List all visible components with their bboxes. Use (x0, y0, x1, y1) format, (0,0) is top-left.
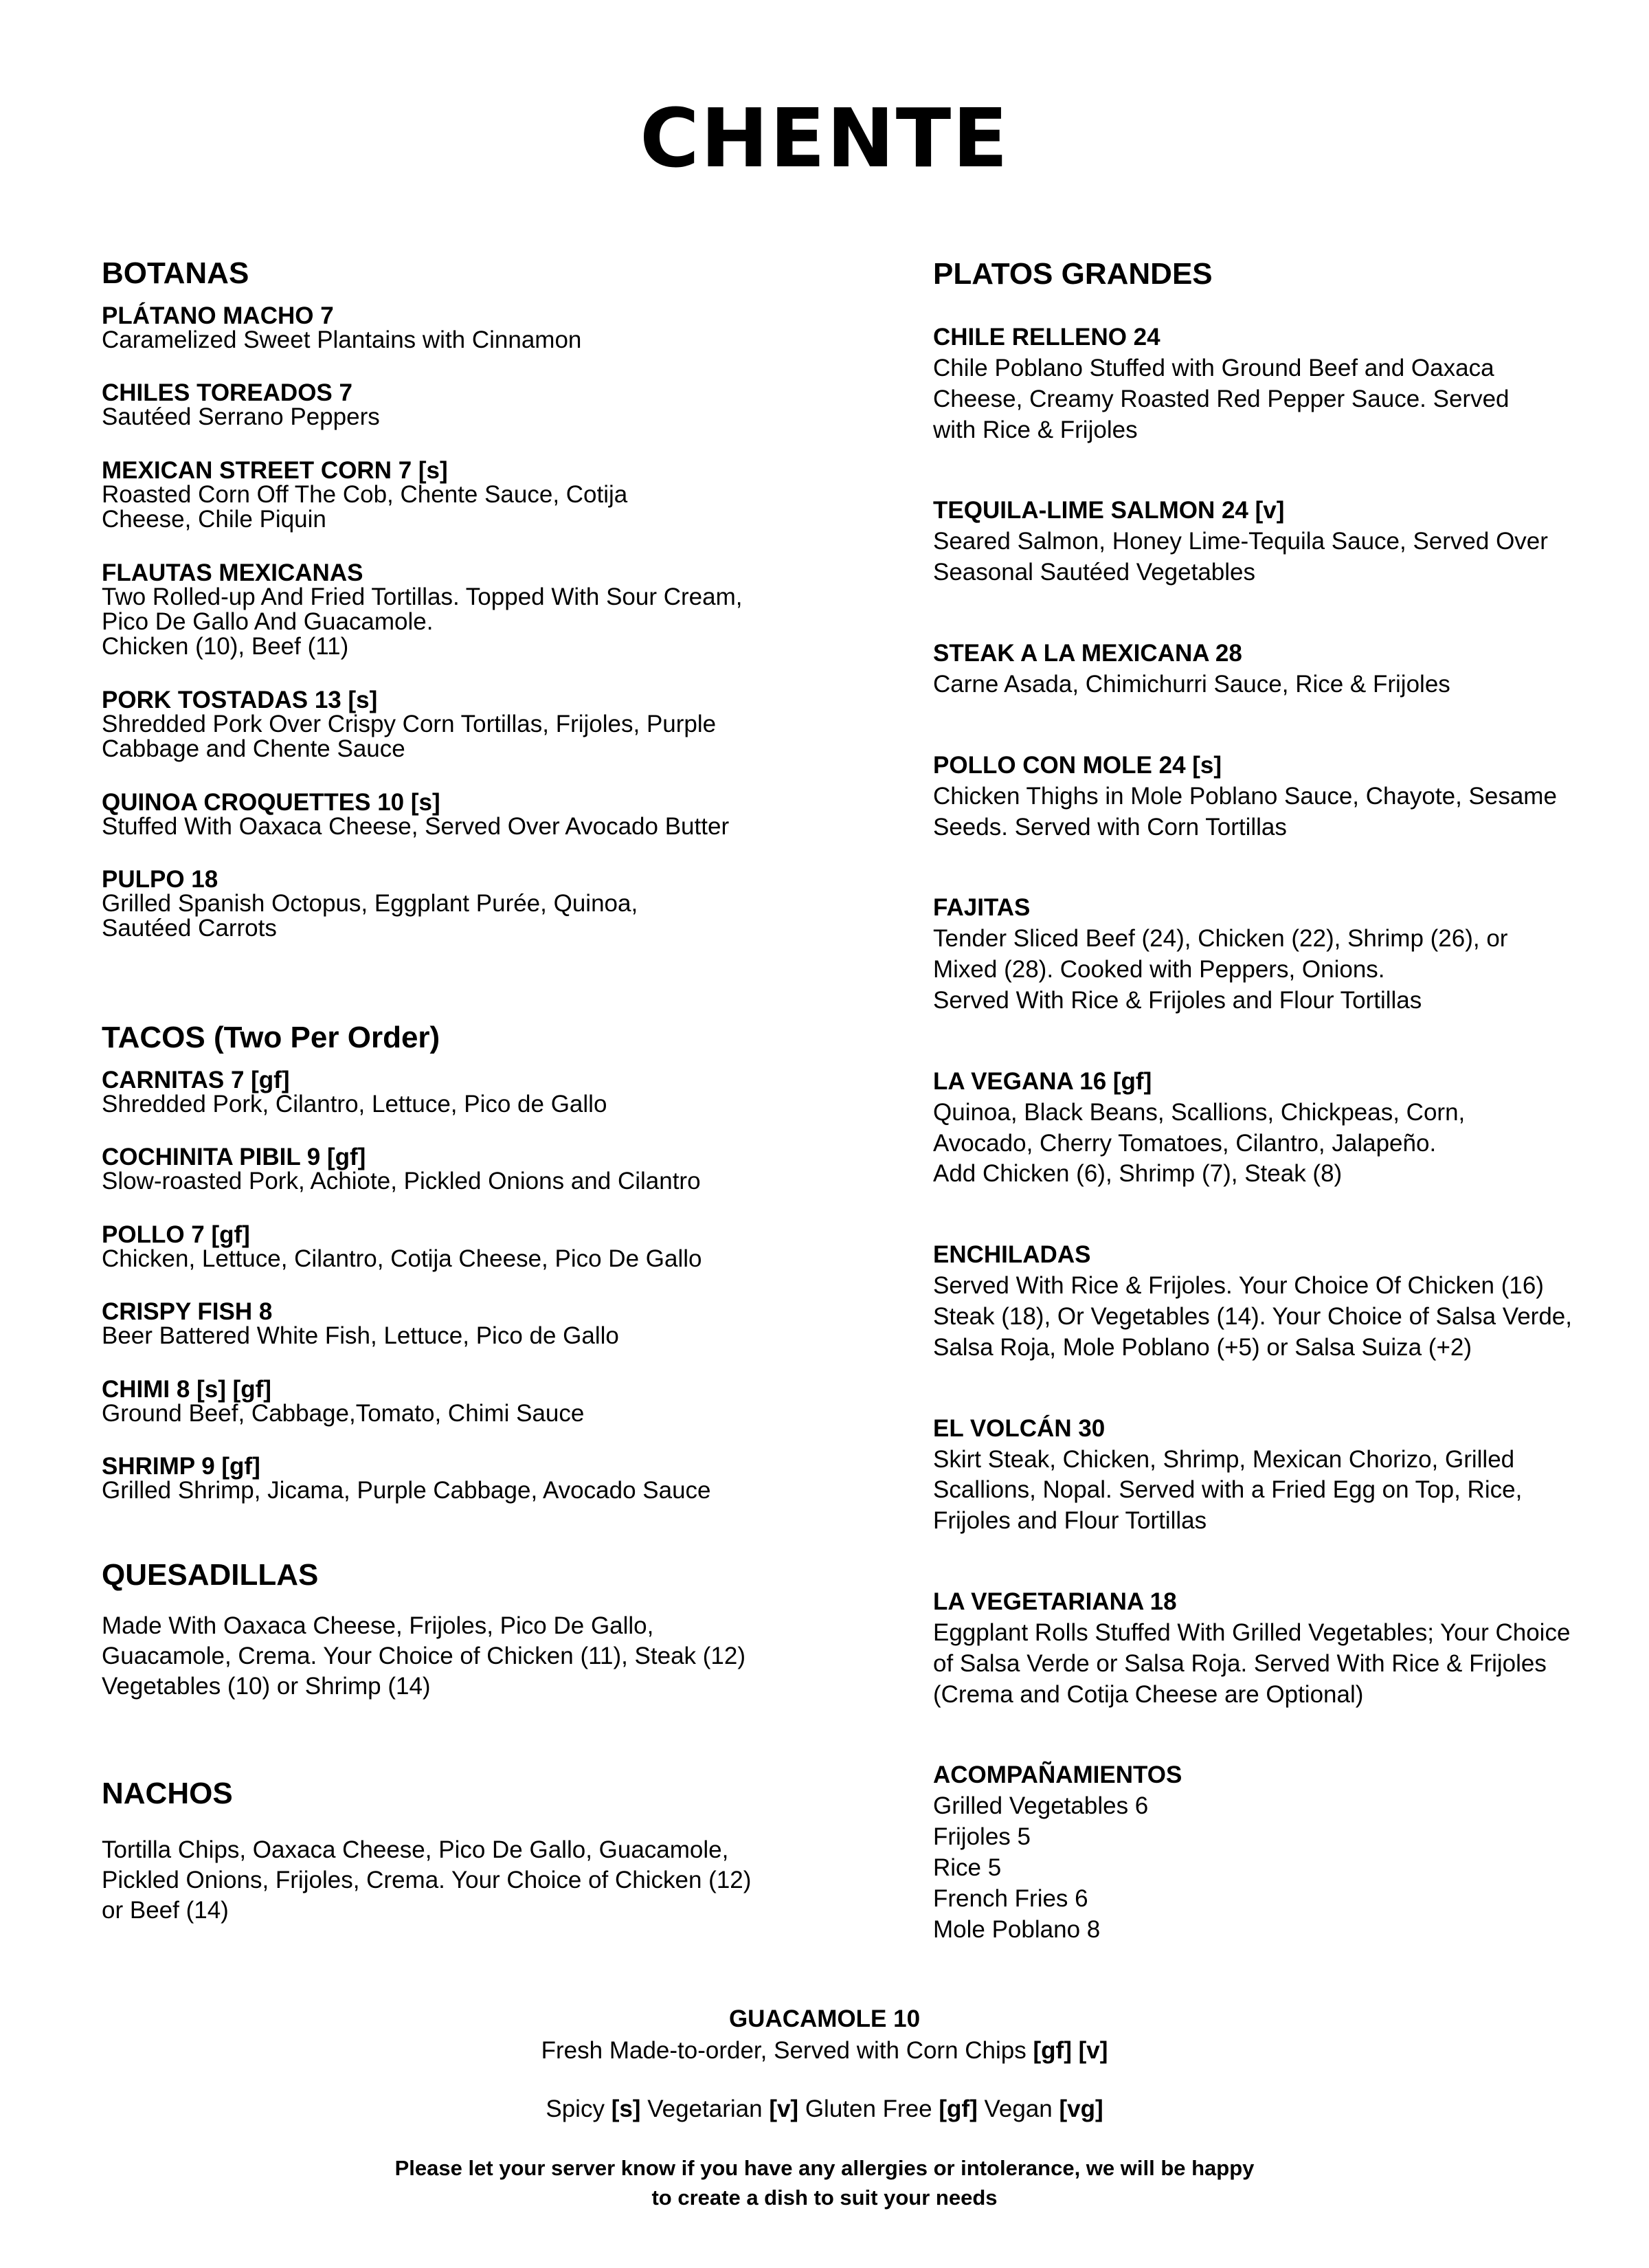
section-quesadillas (102, 1560, 851, 1701)
description-line: Salsa Roja, Mole Poblano (+5) or Salsa Suiza (+2) (933, 1333, 1472, 1361)
description-line: Tender Sliced Beef (24), Chicken (22), Shrimp (26), or (933, 925, 1508, 953)
description-line: Grilled Shrimp, Jicama, Purple Cabbage, Avocado Sauce (102, 1476, 711, 1504)
description-line: Skirt Steak, Chicken, Shrimp, Mexican Chorizo, Grilled (933, 1445, 1515, 1473)
menu-item-name: TEQUILA-LIME SALMON 24 [v] (933, 497, 1285, 524)
menu-item-name: ACOMPAÑAMIENTOS (933, 1761, 1182, 1789)
text-line: to create a dish to suit your needs (651, 2185, 998, 2210)
description-line: Steak (18), Or Vegetables (14). Your Choice of Salsa Verde, (933, 1302, 1572, 1330)
text-line: or Beef (14) (102, 1896, 229, 1924)
description-line: Caramelized Sweet Plantains with Cinnamon (102, 326, 582, 353)
legend-spicy-label: Spicy (546, 2095, 605, 2122)
menu-item (933, 896, 1627, 1016)
description-line: Roasted Corn Off The Cob, Chente Sauce, Cotija (102, 480, 628, 508)
guacamole-desc-text: Fresh Made-to-order, Served with Corn Chips (541, 2037, 1027, 2064)
description-line: Sautéed Serrano Peppers (102, 403, 380, 431)
legend-vegan-label: Vegan (984, 2095, 1053, 2122)
description-line: Frijoles and Flour Tortillas (933, 1507, 1207, 1535)
menu-item-description (933, 1791, 1627, 1945)
guacamole-name: GUACAMOLE 10 (728, 2005, 921, 2032)
description-line: Seasonal Sautéed Vegetables (933, 559, 1255, 586)
menu-item-description (933, 1618, 1627, 1710)
text-line: Pickled Onions, Frijoles, Crema. Your Choice of Chicken (12) (102, 1866, 752, 1893)
text-line: Please let your server know if you have any allergies or intolerance, we will be happy (394, 2155, 1255, 2180)
menu-item-description (933, 669, 1627, 700)
menu-item-name: COCHINITA PIBIL 9 [gf] (102, 1144, 366, 1171)
description-line: Seared Salmon, Honey Lime-Tequila Sauce, Served Over (933, 528, 1548, 555)
menu-item-name: CHIMI 8 [s] [gf] (102, 1375, 271, 1403)
menu-item (102, 688, 851, 762)
menu-item-name: PORK TOSTADAS 13 [s] (102, 686, 378, 713)
description-line: Stuffed With Oaxaca Cheese, Served Over Avocado Butter (102, 812, 730, 840)
menu-item (102, 561, 851, 660)
description-line: Slow-roasted Pork, Achiote, Pickled Onions and Cilantro (102, 1168, 701, 1195)
menu-item (102, 1377, 851, 1426)
description-line: Mixed (28). Cooked with Peppers, Onions. (933, 956, 1385, 983)
botanas-list (102, 304, 851, 942)
menu-item-description (102, 814, 851, 839)
menu-item-description (102, 328, 851, 353)
legend-gluten-free-tag: [gf] (939, 2095, 978, 2122)
menu-item (102, 1300, 851, 1348)
menu-item-description (102, 585, 851, 660)
menu-item-name: MEXICAN STREET CORN 7 [s] (102, 456, 448, 484)
menu-item-description (102, 1169, 851, 1194)
description-line: Chicken Thighs in Mole Poblano Sauce, Chayote, Sesame (933, 782, 1557, 810)
section-title: NACHOS (102, 1777, 233, 1810)
menu-item-description (933, 781, 1627, 843)
menu-item (933, 325, 1627, 445)
section-nachos (102, 1779, 851, 1925)
description-line: of Salsa Verde or Salsa Roja. Served With Rice & Frijoles (933, 1649, 1547, 1677)
menu-item (933, 498, 1627, 588)
menu-item-description (102, 1478, 851, 1503)
description-line: Carne Asada, Chimichurri Sauce, Rice & Frijoles (933, 670, 1450, 698)
description-line: Served With Rice & Frijoles and Flour Tortillas (933, 986, 1422, 1014)
menu-item (102, 1454, 851, 1503)
menu-item (102, 790, 851, 839)
menu-item-description (933, 1271, 1627, 1363)
text-line: Made With Oaxaca Cheese, Frijoles, Pico De Gallo, (102, 1612, 654, 1639)
menu-item (102, 1223, 851, 1271)
menu-item-description (102, 1092, 851, 1117)
menu-item (933, 753, 1627, 843)
description-line: Grilled Spanish Octopus, Eggplant Purée, Quinoa, (102, 889, 638, 917)
menu-item-name: FLAUTAS MEXICANAS (102, 559, 363, 586)
description-line: Eggplant Rolls Stuffed With Grilled Vegetables; Your Choice (933, 1619, 1571, 1646)
dietary-legend (0, 2094, 1649, 2124)
menu-item-description (102, 405, 851, 430)
menu-item-description (102, 1247, 851, 1271)
menu-item-description (102, 1401, 851, 1426)
description-line: Frijoles 5 (933, 1823, 1031, 1851)
menu-item-name: CHILE RELLENO 24 (933, 324, 1160, 351)
section-botanas (102, 258, 851, 970)
menu-item-name: CHILES TOREADOS 7 (102, 379, 352, 407)
menu-item (933, 1069, 1627, 1190)
menu-item-name: CRISPY FISH 8 (102, 1298, 273, 1326)
footer (0, 2007, 1649, 2212)
description-line: Cabbage and Chente Sauce (102, 735, 405, 763)
platos-list (933, 325, 1627, 1945)
menu-item-description (933, 1098, 1627, 1190)
description-line: Two Rolled-up And Fried Tortillas. Topped With Sour Cream, (102, 583, 743, 610)
legend-vegetarian-tag: [v] (769, 2095, 799, 2122)
description-line: Avocado, Cherry Tomatoes, Cilantro, Jalapeño. (933, 1129, 1437, 1157)
legend-vegetarian-label: Vegetarian (647, 2095, 763, 2122)
legend-spicy-tag: [s] (611, 2095, 641, 2122)
menu-item-name: EL VOLCÁN 30 (933, 1414, 1106, 1442)
menu-item-description (933, 1445, 1627, 1537)
menu-item-name: QUINOA CROQUETTES 10 [s] (102, 788, 440, 816)
menu-item-description (933, 924, 1627, 1016)
text-line: Vegetables (10) or Shrimp (14) (102, 1672, 431, 1700)
restaurant-logo: CHENTE (640, 91, 1009, 186)
menu-item-name: POLLO 7 [gf] (102, 1221, 250, 1248)
description-line: Scallions, Nopal. Served with a Fried Egg on Top, Rice, (933, 1476, 1523, 1504)
description-line: Chile Poblano Stuffed with Ground Beef and Oaxaca (933, 355, 1494, 381)
description-line: with Rice & Frijoles (933, 416, 1138, 443)
text-line: Tortilla Chips, Oaxaca Cheese, Pico De Gallo, Guacamole, (102, 1836, 729, 1863)
section-title: BOTANAS (102, 256, 249, 290)
section-tacos (102, 1023, 851, 1531)
menu-item-name: ENCHILADAS (933, 1241, 1091, 1269)
menu-item (933, 641, 1627, 700)
menu-item (933, 1416, 1627, 1537)
description-line: Shredded Pork Over Crispy Corn Tortillas, Frijoles, Purple (102, 710, 717, 737)
legend-vegan-tag: [vg] (1059, 2095, 1103, 2122)
description-line: Sautéed Carrots (102, 915, 277, 942)
menu-item-name: PULPO 18 (102, 865, 218, 893)
menu-item (933, 1763, 1627, 1945)
description-line: Seeds. Served with Corn Tortillas (933, 813, 1287, 841)
section-title: PLATOS GRANDES (933, 257, 1213, 291)
menu-item-description (102, 1324, 851, 1348)
menu-item (102, 304, 851, 353)
description-line: Add Chicken (6), Shrimp (7), Steak (8) (933, 1160, 1343, 1188)
menu-item (102, 381, 851, 430)
menu-item-name: FAJITAS (933, 894, 1031, 922)
menu-item-name: STEAK A LA MEXICANA 28 (933, 639, 1242, 667)
menu-item (102, 867, 851, 942)
menu-item-description (102, 891, 851, 942)
description-line: Cheese, Creamy Roasted Red Pepper Sauce. Served (933, 385, 1510, 412)
description-line: Rice 5 (933, 1854, 1002, 1881)
menu-item-name: POLLO CON MOLE 24 [s] (933, 751, 1222, 779)
description-line: Beer Battered White Fish, Lettuce, Pico de Gallo (102, 1322, 619, 1350)
menu-item-name: LA VEGETARIANA 18 (933, 1588, 1177, 1615)
description-line: Quinoa, Black Beans, Scallions, Chickpeas, Corn, (933, 1098, 1466, 1126)
description-line: Grilled Vegetables 6 (933, 1792, 1149, 1820)
menu-item-description (102, 482, 851, 533)
description-line: Cheese, Chile Piquin (102, 506, 326, 533)
description-line: Mole Poblano 8 (933, 1915, 1101, 1943)
description-line: Served With Rice & Frijoles. Your Choice Of Chicken (16) (933, 1272, 1544, 1300)
menu-item (102, 1068, 851, 1117)
menu-item (102, 458, 851, 533)
description-line: French Fries 6 (933, 1885, 1088, 1912)
description-line: Shredded Pork, Cilantro, Lettuce, Pico de Gallo (102, 1091, 607, 1118)
allergy-notice (0, 2153, 1649, 2213)
description-line: Pico De Gallo And Guacamole. (102, 608, 434, 635)
section-platos-grandes (933, 259, 1627, 1945)
menu-item-name: CARNITAS 7 [gf] (102, 1067, 290, 1093)
legend-gluten-free-label: Gluten Free (805, 2095, 932, 2122)
description-line: Chicken, Lettuce, Cilantro, Cotija Cheese, Pico De Gallo (102, 1245, 702, 1272)
text-line: Guacamole, Crema. Your Choice of Chicken (11), Steak (12) (102, 1642, 746, 1669)
menu-item-description (933, 353, 1627, 445)
description-line: (Crema and Cotija Cheese are Optional) (933, 1680, 1364, 1708)
menu-item (102, 1145, 851, 1194)
guacamole-desc (0, 2036, 1649, 2066)
menu-item (933, 1590, 1627, 1710)
menu-item-description (933, 526, 1627, 588)
menu-item-name: PLÁTANO MACHO 7 (102, 302, 334, 329)
description-line: Ground Beef, Cabbage,Tomato, Chimi Sauce (102, 1399, 585, 1427)
menu-item-name: SHRIMP 9 [gf] (102, 1452, 260, 1480)
guacamole-tags: [gf] [v] (1033, 2037, 1108, 2064)
quesadillas-desc (102, 1611, 851, 1701)
menu-item-description (102, 712, 851, 762)
section-title: TACOS (Two Per Order) (102, 1021, 440, 1054)
tacos-list (102, 1068, 851, 1503)
menu-item-name: LA VEGANA 16 [gf] (933, 1067, 1152, 1095)
nachos-desc (102, 1835, 851, 1925)
section-title: QUESADILLAS (102, 1558, 319, 1592)
menu-item (933, 1243, 1627, 1363)
description-line: Chicken (10), Beef (11) (102, 633, 349, 660)
